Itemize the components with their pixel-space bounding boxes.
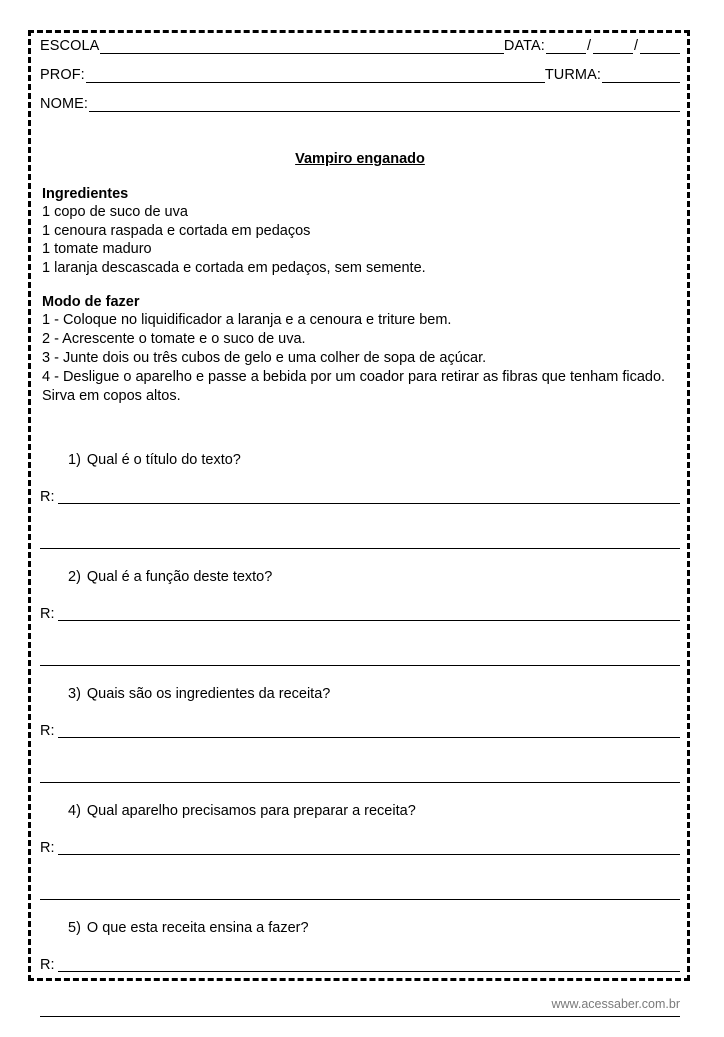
ingredient-item: 1 tomate maduro — [42, 241, 152, 257]
method-step: 2 - Acrescente o tomate e o suco de uva. — [42, 331, 306, 347]
answer-label-5: R: — [40, 957, 55, 973]
answer-input-line-1b[interactable] — [40, 535, 680, 549]
question-text-5 — [68, 920, 680, 936]
answer-input-line-5a[interactable] — [58, 958, 681, 972]
answer-input-line-3a[interactable] — [58, 724, 681, 738]
method-heading: Modo de fazer — [42, 294, 140, 310]
answer-row-1 — [40, 490, 680, 504]
method-step-continuation: Sirva em copos altos. — [42, 388, 181, 404]
question-block-1 — [40, 452, 680, 549]
prof-input-line[interactable] — [86, 70, 545, 83]
answer-label-1: R: — [40, 489, 55, 505]
data-day-input-line[interactable] — [546, 41, 586, 54]
answer-input-line-4b[interactable] — [40, 886, 680, 900]
ingredients-section — [40, 186, 680, 277]
answer-input-line-2a[interactable] — [58, 607, 681, 621]
question-block-4 — [40, 803, 680, 900]
method-step: 3 - Junte dois ou três cubos de gelo e uma colher de sopa de açúcar. — [42, 350, 487, 366]
answer-row-4 — [40, 841, 680, 855]
question-label-2: Qual é a função deste texto? — [86, 569, 273, 585]
question-number-4: 4) — [68, 803, 81, 819]
question-label-3: Quais são os ingredientes da receita? — [86, 686, 331, 702]
escola-label: ESCOLA — [40, 38, 100, 54]
question-label-4: Qual aparelho precisamos para preparar a receita? — [86, 803, 416, 819]
answer-row-5 — [40, 958, 680, 972]
answer-label-4: R: — [40, 840, 55, 856]
worksheet-content — [40, 38, 680, 1037]
method-step: 4 - Desligue o aparelho e passe a bebida por um coador para retirar as fibras que tenham ficado. — [42, 369, 666, 385]
question-text-4 — [68, 803, 680, 819]
ingredient-item: 1 cenoura raspada e cortada em pedaços — [42, 222, 311, 239]
answer-row-3 — [40, 724, 680, 738]
questions-section — [40, 452, 680, 1017]
nome-label: NOME: — [40, 96, 89, 112]
question-number-5: 5) — [68, 920, 81, 936]
header-row-nome — [40, 96, 680, 112]
recipe-title-wrap — [40, 150, 680, 168]
recipe-title: Vampiro enganado — [295, 151, 425, 167]
turma-label: TURMA: — [544, 67, 601, 83]
escola-input-line[interactable] — [100, 41, 503, 54]
answer-input-line-3b[interactable] — [40, 769, 680, 783]
header-row-escola-data — [40, 38, 680, 54]
answer-row-2 — [40, 607, 680, 621]
question-text-3 — [68, 686, 680, 702]
question-number-3: 3) — [68, 686, 81, 702]
nome-input-line[interactable] — [89, 99, 680, 112]
ingredient-item: 1 copo de suco de uva — [42, 204, 188, 220]
date-separator-2: / — [633, 38, 638, 54]
question-block-3 — [40, 686, 680, 783]
answer-input-line-1a[interactable] — [58, 490, 681, 504]
answer-label-2: R: — [40, 606, 55, 622]
question-number-2: 2) — [68, 569, 81, 585]
question-text-2 — [68, 569, 680, 585]
answer-label-3: R: — [40, 723, 55, 739]
answer-input-line-2b[interactable] — [40, 652, 680, 666]
data-month-input-line[interactable] — [593, 41, 633, 54]
data-year-input-line[interactable] — [640, 41, 680, 54]
question-text-1 — [68, 452, 680, 468]
ingredient-item: 1 laranja descascada e cortada em pedaços, sem semente. — [42, 259, 426, 276]
header-row-prof-turma — [40, 67, 680, 83]
turma-input-line[interactable] — [602, 70, 680, 83]
date-separator-1: / — [586, 38, 591, 54]
prof-label: PROF: — [40, 67, 85, 83]
question-label-5: O que esta receita ensina a fazer? — [86, 920, 309, 936]
data-label: DATA: — [503, 38, 545, 54]
ingredients-heading: Ingredientes — [42, 186, 129, 202]
answer-input-line-4a[interactable] — [58, 841, 681, 855]
question-block-2 — [40, 569, 680, 666]
question-number-1: 1) — [68, 452, 81, 468]
method-step: 1 - Coloque no liquidificador a laranja e a cenoura e triture bem. — [42, 312, 452, 328]
question-label-1: Qual é o título do texto? — [86, 452, 241, 468]
site-footer[interactable]: www.acessaber.com.br — [551, 997, 680, 1011]
method-section — [40, 294, 680, 406]
